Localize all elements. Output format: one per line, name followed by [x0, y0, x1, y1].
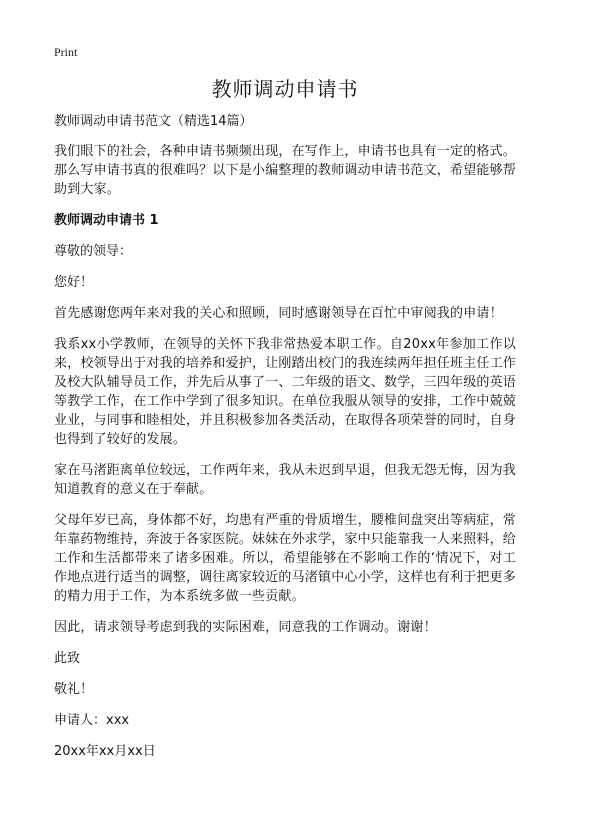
intro-paragraph: 我们眼下的社会，各种申请书频频出现，在写作上，申请书也具有一定的格式。那么写申请书真的很难吗？以下是小编整理的教师调动申请书范文，希望能够帮助到大家。 — [54, 144, 517, 197]
salutation: 尊敬的领导： — [54, 244, 133, 259]
closing-line-2: 敬礼！ — [54, 682, 94, 697]
body-paragraph: 首先感谢您两年来对我的关心和照顾，同时感谢领导在百忙中审阅我的申请！ — [54, 306, 503, 321]
section-1 — [54, 211, 516, 761]
applicant-signature: 申请人：xxx — [54, 713, 130, 728]
body-paragraph: 因此，请求领导考虑到我的实际困难，同意我的工作调动。谢谢！ — [54, 620, 437, 635]
section-heading: 教师调动申请书 1 — [54, 213, 159, 228]
application-date: 20xx年xx月xx日 — [54, 744, 156, 759]
closing-line-1: 此致 — [54, 651, 81, 666]
document-subtitle: 教师调动申请书范文（精选14篇） — [54, 114, 253, 129]
document-page — [54, 44, 516, 773]
page-title: 教师调动申请书 — [211, 77, 359, 101]
greeting: 您好！ — [54, 275, 94, 290]
body-paragraph: 我系xx小学教师，在领导的关怀下我非常热爱本职工作。自20xx年参加工作以来，校领导出于对我的培养和爱护，让刚踏出校门的我连续两年担任班主任工作及校大队辅导员工作，并先后从事了一、二年级的语文、数学，三四年级的英语等教学工作，在工作中学到了很多知识。在单位我服从领导的安排，工作中兢兢业业，与同事和睦相处，并且积极参加各类活动，在取得各项荣誉的同时，自身也得到了较好的发展。 — [54, 337, 517, 447]
print-label[interactable]: Print — [54, 45, 78, 59]
body-paragraph: 父母年岁已高，身体都不好，均患有严重的骨质增生，腰椎间盘突出等病症，常年靠药物维持，奔波于各家医院。妹妹在外求学，家中只能靠我一人来照料，给工作和生活都带来了诸多困难。所以，希望能够在不影响工作的‘情况下，对工作地点进行适当的调整，调往离家较近的马渚镇中心小学，这样也有利于把更多的精力用于工作，为本系统多做一些贡献。 — [54, 513, 517, 604]
body-paragraph: 家在马渚距离单位较远，工作两年来，我从未迟到早退，但我无怨无悔，因为我知道教育的意义在于奉献。 — [54, 463, 517, 497]
